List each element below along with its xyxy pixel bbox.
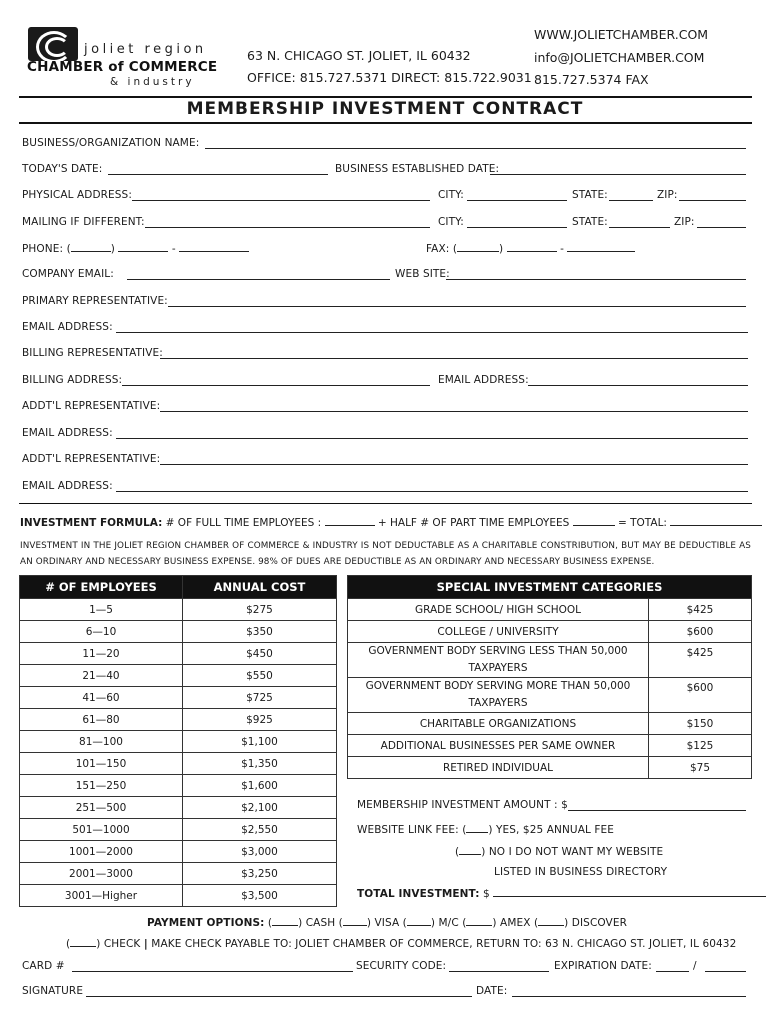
table-row xyxy=(20,731,337,753)
annual-cost-cell: $3,500 xyxy=(183,885,337,907)
addtl-email-2-label: EMAIL ADDRESS: xyxy=(22,480,113,492)
table-row xyxy=(348,643,752,678)
annual-cost-cell: $2,550 xyxy=(183,819,337,841)
total-dollar-sign: $ xyxy=(482,888,490,900)
expiration-month-field[interactable] xyxy=(656,971,689,972)
mailing-city-field[interactable] xyxy=(467,227,567,228)
website-no-label: NO I DO NOT WANT MY WEBSITE xyxy=(488,846,664,858)
annual-cost-cell: $450 xyxy=(183,643,337,665)
table-row xyxy=(20,599,337,621)
formula-total-field[interactable] xyxy=(670,516,762,526)
brand-line-3: & industry xyxy=(110,76,195,88)
physical-city-label: CITY: xyxy=(438,189,464,201)
website-fee-row: WEBSITE LINK FEE: ( ) YES, $25 ANNUAL FEE xyxy=(357,824,614,836)
amex-label: AMEX xyxy=(500,917,531,929)
table-row xyxy=(20,775,337,797)
phone-prefix-field[interactable] xyxy=(118,242,168,252)
primary-email-field[interactable] xyxy=(116,332,748,333)
website-no-checkbox[interactable] xyxy=(459,845,481,855)
billing-email-field[interactable] xyxy=(528,385,748,386)
employee-range-cell: 61—80 xyxy=(20,709,183,731)
header-phones: OFFICE: 815.727.5371 DIRECT: 815.722.9031 xyxy=(247,70,532,85)
security-code-field[interactable] xyxy=(449,971,549,972)
table-row xyxy=(348,713,752,735)
website-fee-label: WEBSITE LINK FEE: xyxy=(357,824,459,836)
card-number-field[interactable] xyxy=(72,971,353,972)
physical-address-field[interactable] xyxy=(132,200,430,201)
header-email: info@JOLIETCHAMBER.COM xyxy=(534,50,705,65)
special-categories-table xyxy=(347,575,752,779)
expiration-label: EXPIRATION DATE: xyxy=(554,960,652,972)
table-row xyxy=(20,665,337,687)
fax-label-text: FAX: xyxy=(426,243,450,255)
special-categories-header: SPECIAL INVESTMENT CATEGORIES xyxy=(348,576,752,599)
employee-range-cell: 501—1000 xyxy=(20,819,183,841)
expiration-slash: / xyxy=(693,960,697,972)
billing-rep-label: BILLING REPRESENTATIVE: xyxy=(22,347,163,359)
annual-cost-cell: $1,350 xyxy=(183,753,337,775)
check-checkbox[interactable] xyxy=(70,937,96,947)
table-row xyxy=(20,863,337,885)
annual-cost-cell: $1,100 xyxy=(183,731,337,753)
header-fax: 815.727.5374 FAX xyxy=(534,72,649,87)
section-divider xyxy=(19,503,752,504)
title-top-rule xyxy=(19,96,752,98)
annual-cost-cell: $275 xyxy=(183,599,337,621)
fax-label: FAX: ( ) - xyxy=(426,242,635,255)
card-number-label: CARD # xyxy=(22,960,65,972)
employee-range-cell: 2001—3000 xyxy=(20,863,183,885)
annual-cost-cell: $1,600 xyxy=(183,775,337,797)
category-cost-cell: $600 xyxy=(649,678,752,713)
annual-cost-header: ANNUAL COST xyxy=(183,576,337,599)
formula-total: = TOTAL: xyxy=(617,517,667,529)
category-cell: ADDITIONAL BUSINESSES PER SAME OWNER xyxy=(348,735,649,757)
website-yes-label: YES, $25 ANNUAL FEE xyxy=(496,824,614,836)
mc-label: M/C xyxy=(438,917,459,929)
cash-label: CASH xyxy=(305,917,336,929)
security-code-label: SECURITY CODE: xyxy=(356,960,447,972)
title-bottom-rule xyxy=(19,122,752,124)
physical-zip-label: ZIP: xyxy=(657,189,678,201)
visa-checkbox[interactable] xyxy=(343,916,367,926)
table-row xyxy=(20,841,337,863)
physical-zip-field[interactable] xyxy=(679,200,746,201)
phone-line-field[interactable] xyxy=(179,242,249,252)
header-website: WWW.JOLIETCHAMBER.COM xyxy=(534,27,709,42)
category-cell: RETIRED INDIVIDUAL xyxy=(348,757,649,779)
table-row xyxy=(20,621,337,643)
annual-cost-cell: $3,000 xyxy=(183,841,337,863)
table-row xyxy=(20,643,337,665)
billing-address-label: BILLING ADDRESS: xyxy=(22,374,123,386)
employee-range-cell: 251—500 xyxy=(20,797,183,819)
employee-cost-table xyxy=(19,575,337,907)
table-row xyxy=(20,885,337,907)
physical-state-field[interactable] xyxy=(609,200,653,201)
header-address: 63 N. CHICAGO ST. JOLIET, IL 60432 xyxy=(247,48,471,63)
category-cost-cell: $75 xyxy=(649,757,752,779)
cash-checkbox[interactable] xyxy=(272,916,298,926)
phone-label: PHONE: ( ) - xyxy=(22,242,249,255)
membership-amount-label: MEMBERSHIP INVESTMENT AMOUNT : $ xyxy=(357,799,568,811)
annual-cost-cell: $3,250 xyxy=(183,863,337,885)
company-email-field[interactable] xyxy=(127,279,390,280)
todays-date-field[interactable] xyxy=(108,174,328,175)
mailing-zip-field[interactable] xyxy=(697,227,746,228)
payment-options-row: PAYMENT OPTIONS: ( ) CASH ( ) VISA ( ) M/C ( ) AMEX ( ) DISCOVER xyxy=(147,917,627,929)
mailing-label: MAILING IF DIFFERENT: xyxy=(22,216,145,228)
discover-checkbox[interactable] xyxy=(538,916,564,926)
expiration-year-field[interactable] xyxy=(705,971,746,972)
table-row xyxy=(348,599,752,621)
chamber-logo-icon xyxy=(28,27,78,61)
fax-prefix-field[interactable] xyxy=(507,242,557,252)
physical-state-label: STATE: xyxy=(572,189,608,201)
employees-header: # OF EMPLOYEES xyxy=(20,576,183,599)
brand-line-1: joliet region xyxy=(84,42,207,57)
established-field[interactable] xyxy=(490,174,746,175)
payment-options-label: PAYMENT OPTIONS: xyxy=(147,917,265,929)
check-note: MAKE CHECK PAYABLE TO: JOLIET CHAMBER OF COMMERCE, RETURN TO: 63 N. CHICAGO ST. JOLIET, IL 60432 xyxy=(151,938,737,950)
table-row xyxy=(20,687,337,709)
amex-checkbox[interactable] xyxy=(466,916,492,926)
investment-formula xyxy=(20,516,762,529)
employee-range-cell: 6—10 xyxy=(20,621,183,643)
employee-range-cell: 21—40 xyxy=(20,665,183,687)
check-label: CHECK xyxy=(103,938,141,950)
table-row xyxy=(348,735,752,757)
annual-cost-cell: $350 xyxy=(183,621,337,643)
todays-date-label: TODAY'S DATE: xyxy=(22,163,103,175)
formula-full-time: # OF FULL TIME EMPLOYEES : xyxy=(165,517,322,529)
fax-area-field[interactable] xyxy=(457,242,499,252)
addtl-email-1-field[interactable] xyxy=(116,438,748,439)
business-name-label: BUSINESS/ORGANIZATION NAME: xyxy=(22,137,200,149)
full-time-field[interactable] xyxy=(325,516,375,526)
physical-city-field[interactable] xyxy=(467,200,567,201)
employee-range-cell: 41—60 xyxy=(20,687,183,709)
brand-line-2: CHAMBER of COMMERCE xyxy=(27,59,218,75)
date-label: DATE: xyxy=(476,985,508,997)
part-time-field[interactable] xyxy=(573,516,615,526)
discover-label: DISCOVER xyxy=(571,917,627,929)
visa-label: VISA xyxy=(374,917,400,929)
mc-checkbox[interactable] xyxy=(407,916,431,926)
category-cell: GRADE SCHOOL/ HIGH SCHOOL xyxy=(348,599,649,621)
web-site-label: WEB SITE: xyxy=(395,268,450,280)
primary-rep-label: PRIMARY REPRESENTATIVE: xyxy=(22,295,168,307)
fax-line-field[interactable] xyxy=(567,242,635,252)
formula-label: INVESTMENT FORMULA: xyxy=(20,517,163,529)
physical-address-label: PHYSICAL ADDRESS: xyxy=(22,189,132,201)
website-no-label-2: LISTED IN BUSINESS DIRECTORY xyxy=(494,866,668,878)
primary-rep-field[interactable] xyxy=(168,306,746,307)
website-no-row: ( ) NO I DO NOT WANT MY WEBSITE xyxy=(455,846,664,858)
primary-email-label: EMAIL ADDRESS: xyxy=(22,321,113,333)
employee-range-cell: 11—20 xyxy=(20,643,183,665)
category-cost-cell: $125 xyxy=(649,735,752,757)
mailing-state-field[interactable] xyxy=(609,227,670,228)
table-row xyxy=(348,757,752,779)
business-name-field[interactable] xyxy=(205,148,746,149)
category-cost-cell: $600 xyxy=(649,621,752,643)
total-investment-field[interactable] xyxy=(493,887,766,897)
employee-range-cell: 1—5 xyxy=(20,599,183,621)
category-cell: COLLEGE / UNIVERSITY xyxy=(348,621,649,643)
table-row xyxy=(348,678,752,713)
category-cell: CHARITABLE ORGANIZATIONS xyxy=(348,713,649,735)
total-investment-row xyxy=(357,887,766,900)
employee-range-cell: 81—100 xyxy=(20,731,183,753)
employee-range-cell: 101—150 xyxy=(20,753,183,775)
mailing-zip-label: ZIP: xyxy=(674,216,695,228)
employee-range-cell: 3001—Higher xyxy=(20,885,183,907)
annual-cost-cell: $925 xyxy=(183,709,337,731)
date-field[interactable] xyxy=(512,996,746,997)
billing-address-field[interactable] xyxy=(122,385,430,386)
category-cell: GOVERNMENT BODY SERVING MORE THAN 50,000 TAXPAYERS xyxy=(348,678,649,713)
signature-field[interactable] xyxy=(86,996,472,997)
mailing-state-label: STATE: xyxy=(572,216,608,228)
annual-cost-cell: $550 xyxy=(183,665,337,687)
page-title: MEMBERSHIP INVESTMENT CONTRACT xyxy=(186,99,584,119)
signature-label: SIGNATURE xyxy=(22,985,84,997)
website-yes-checkbox[interactable] xyxy=(466,823,488,833)
billing-rep-field[interactable] xyxy=(160,358,748,359)
category-cost-cell: $150 xyxy=(649,713,752,735)
addtl-rep-1-label: ADDT'L REPRESENTATIVE: xyxy=(22,400,161,412)
category-cost-cell: $425 xyxy=(649,599,752,621)
employee-range-cell: 151—250 xyxy=(20,775,183,797)
addtl-email-2-field[interactable] xyxy=(116,491,748,492)
addtl-rep-2-field[interactable] xyxy=(160,464,748,465)
table-row xyxy=(348,621,752,643)
membership-amount-field[interactable] xyxy=(568,810,746,811)
phone-area-field[interactable] xyxy=(71,242,111,252)
category-cost-cell: $425 xyxy=(649,643,752,678)
employee-range-cell: 1001—2000 xyxy=(20,841,183,863)
table-row xyxy=(20,819,337,841)
check-row: ( ) CHECK | MAKE CHECK PAYABLE TO: JOLIET CHAMBER OF COMMERCE, RETURN TO: 63 N. CHICAGO ST. JOLIET, IL 60432 xyxy=(66,938,737,950)
mailing-city-label: CITY: xyxy=(438,216,464,228)
addtl-email-1-label: EMAIL ADDRESS: xyxy=(22,427,113,439)
total-investment-label: TOTAL INVESTMENT: xyxy=(357,888,480,900)
deductible-note: INVESTMENT IN THE JOLIET REGION CHAMBER OF COMMERCE & INDUSTRY IS NOT DEDUCTABLE AS A CHARITABLE CONSTRIBUTION, BUT MAY BE DEDUCTIBLE AS AN ORDINARY AND NECESSARY BUSINESS EXPENSE. 98% OF DUES ARE DEDUCTIBLE AS AN ORDINARY AND NECESSARY BUSINESS EXPENSE. xyxy=(20,541,751,567)
established-label: BUSINESS ESTABLISHED DATE: xyxy=(335,163,500,175)
web-site-field[interactable] xyxy=(446,279,746,280)
table-row xyxy=(20,753,337,775)
company-email-label: COMPANY EMAIL: xyxy=(22,268,114,280)
formula-part-time: + HALF # OF PART TIME EMPLOYEES xyxy=(377,517,570,529)
billing-email-label: EMAIL ADDRESS: xyxy=(438,374,529,386)
phone-label-text: PHONE: xyxy=(22,243,64,255)
addtl-rep-2-label: ADDT'L REPRESENTATIVE: xyxy=(22,453,161,465)
mailing-field[interactable] xyxy=(145,227,430,228)
annual-cost-cell: $725 xyxy=(183,687,337,709)
annual-cost-cell: $2,100 xyxy=(183,797,337,819)
category-cell: GOVERNMENT BODY SERVING LESS THAN 50,000 TAXPAYERS xyxy=(348,643,649,678)
table-row xyxy=(20,709,337,731)
addtl-rep-1-field[interactable] xyxy=(160,411,748,412)
table-row xyxy=(20,797,337,819)
